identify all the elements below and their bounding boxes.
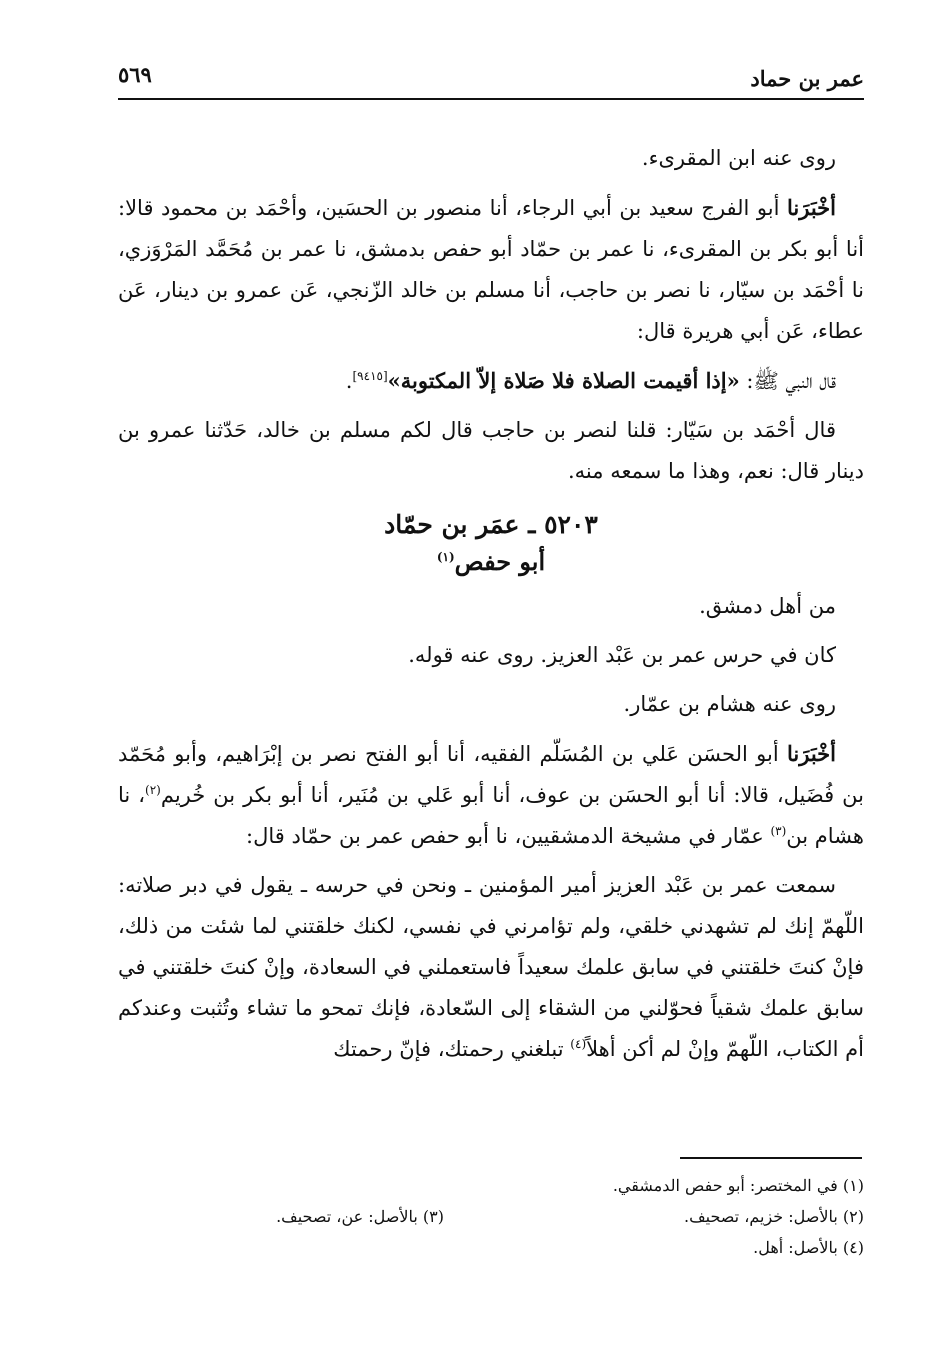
paragraph-2-text: أبو الفرج سعيد بن أبي الرجاء، أنا منصور بن الحسَين، وأحْمَد بن محمود قالا: أنا أبو بكر بن المقرىء، نا عمر بن حمّاد أبو حفص بدمشق، نا عمر بن مُحَمَّد المَرْوَزي، نا أحْمَد بن سيّار، نا نصر بن حاجب، أنا مسلم بن خالد الزّنجي، عَن عمرو بن دينار، عَن عطاء، عَن أبي هريرة قال: <box>118 196 864 343</box>
main-text <box>118 138 864 1070</box>
paragraph-5: من أهل دمشق. <box>699 594 836 618</box>
footnote-row-3 <box>118 1232 864 1263</box>
entry-heading <box>118 506 864 580</box>
footnote-row-2 <box>118 1201 864 1232</box>
footnotes <box>118 1170 864 1263</box>
hadith-quote: «إذا أقيمت الصلاة فلا صَلاة إلاّ المكتوبة» <box>387 368 740 393</box>
paragraph-8-text-a: أبو الحسَن عَلي بن المُسَلّم الفقيه، أنا أبو الفتح نصر بن إبْرَاهيم، وأبو مُحَمّد بن فُضَيل، قالا: أنا أبو الحسَن بن عوف، أنا أبو عَلي بن مُنَير، أنا أبو بكر بن خُريم <box>118 742 864 807</box>
footnote-1: (١) في المختصر: أبو حفص الدمشقي. <box>612 1176 864 1195</box>
paragraph-9-text-b: تبلغني رحمتك، فإنّ رحمتك <box>333 1037 571 1061</box>
header-rule <box>118 98 864 100</box>
paragraph-4: قال أحْمَد بن سَيّار: قلنا لنصر بن حاجب قال لكم مسلم بن خالد، حَدّثنا عمرو بن دينار قال: نعم، وهذا ما سمعه منه. <box>118 418 864 483</box>
footnote-marker-1: (١) <box>436 550 455 564</box>
paragraph-8 <box>118 733 864 857</box>
entry-heading-line-2 <box>118 544 864 580</box>
paragraph-7: روى عنه هشام بن عمّار. <box>623 692 836 716</box>
page-number: ٥٦٩ <box>118 62 152 87</box>
hadith-intro: قال النبي ﷺ: <box>739 369 836 393</box>
footnote-4: (٤) بالأصل: أهل. <box>753 1238 864 1257</box>
isnad-lead-2: أخْبَرَنا <box>787 741 836 766</box>
hadith-end: . <box>345 369 353 393</box>
paragraph-9 <box>118 865 864 1070</box>
paragraph-1: روى عنه ابن المقرىء. <box>641 146 836 170</box>
footnote-marker-3: (٣) <box>770 824 787 838</box>
isnad-lead: أخْبَرَنا <box>787 195 836 220</box>
footnote-marker-2: (٢) <box>145 783 161 797</box>
running-header <box>118 58 864 92</box>
paragraph-3 <box>118 360 864 402</box>
paragraph-8-text-b: ، نا هشام بن <box>118 783 864 848</box>
paragraph-2 <box>118 187 864 352</box>
footnote-row-1 <box>118 1170 864 1201</box>
footnote-2: (٢) بالأصل: خزيم، تصحيف. <box>683 1207 864 1226</box>
entry-kunya: أبو حفص <box>454 547 546 576</box>
footnote-3: (٣) بالأصل: عن، تصحيف. <box>276 1207 444 1226</box>
entry-heading-line-1: ٥٢٠٣ ـ عمَر بن حمّاد <box>384 510 598 539</box>
paragraph-9-text-a: سمعت عمر بن عَبْد العزيز أمير المؤمنين ـ ونحن في حرسه ـ يقول في دبر صلاته: اللّهمّ إنك لم تشهدني خلقي، ولم تؤامرني في نفسي، لكنك خلقتني لما شئت من ذلك، فإنْ كنتَ خلقتني في سابق علمك سعيداً فاستعملني في السعادة، وإنْ كنتَ خلقتني في سابق علمك شقياً فحوّلني من الشقاء إلى السّعادة، فإنك تمحو ما تشاء وتُثبت وعندكم أم الكتاب، اللّهمّ وإنْ لم أكن أهلاً <box>118 873 864 1061</box>
running-title: عمر بن حماد <box>750 66 864 91</box>
paragraph-8-text-c: عمّار في مشيخة الدمشقيين، نا أبو حفص عمر بن حمّاد قال: <box>246 824 771 848</box>
footnote-marker-4: (٤) <box>570 1037 587 1051</box>
footnote-rule <box>680 1157 862 1159</box>
paragraph-6: كان في حرس عمر بن عَبْد العزيز. روى عنه قوله. <box>408 643 836 667</box>
hadith-reference: [٩٤١٥] <box>352 369 388 383</box>
